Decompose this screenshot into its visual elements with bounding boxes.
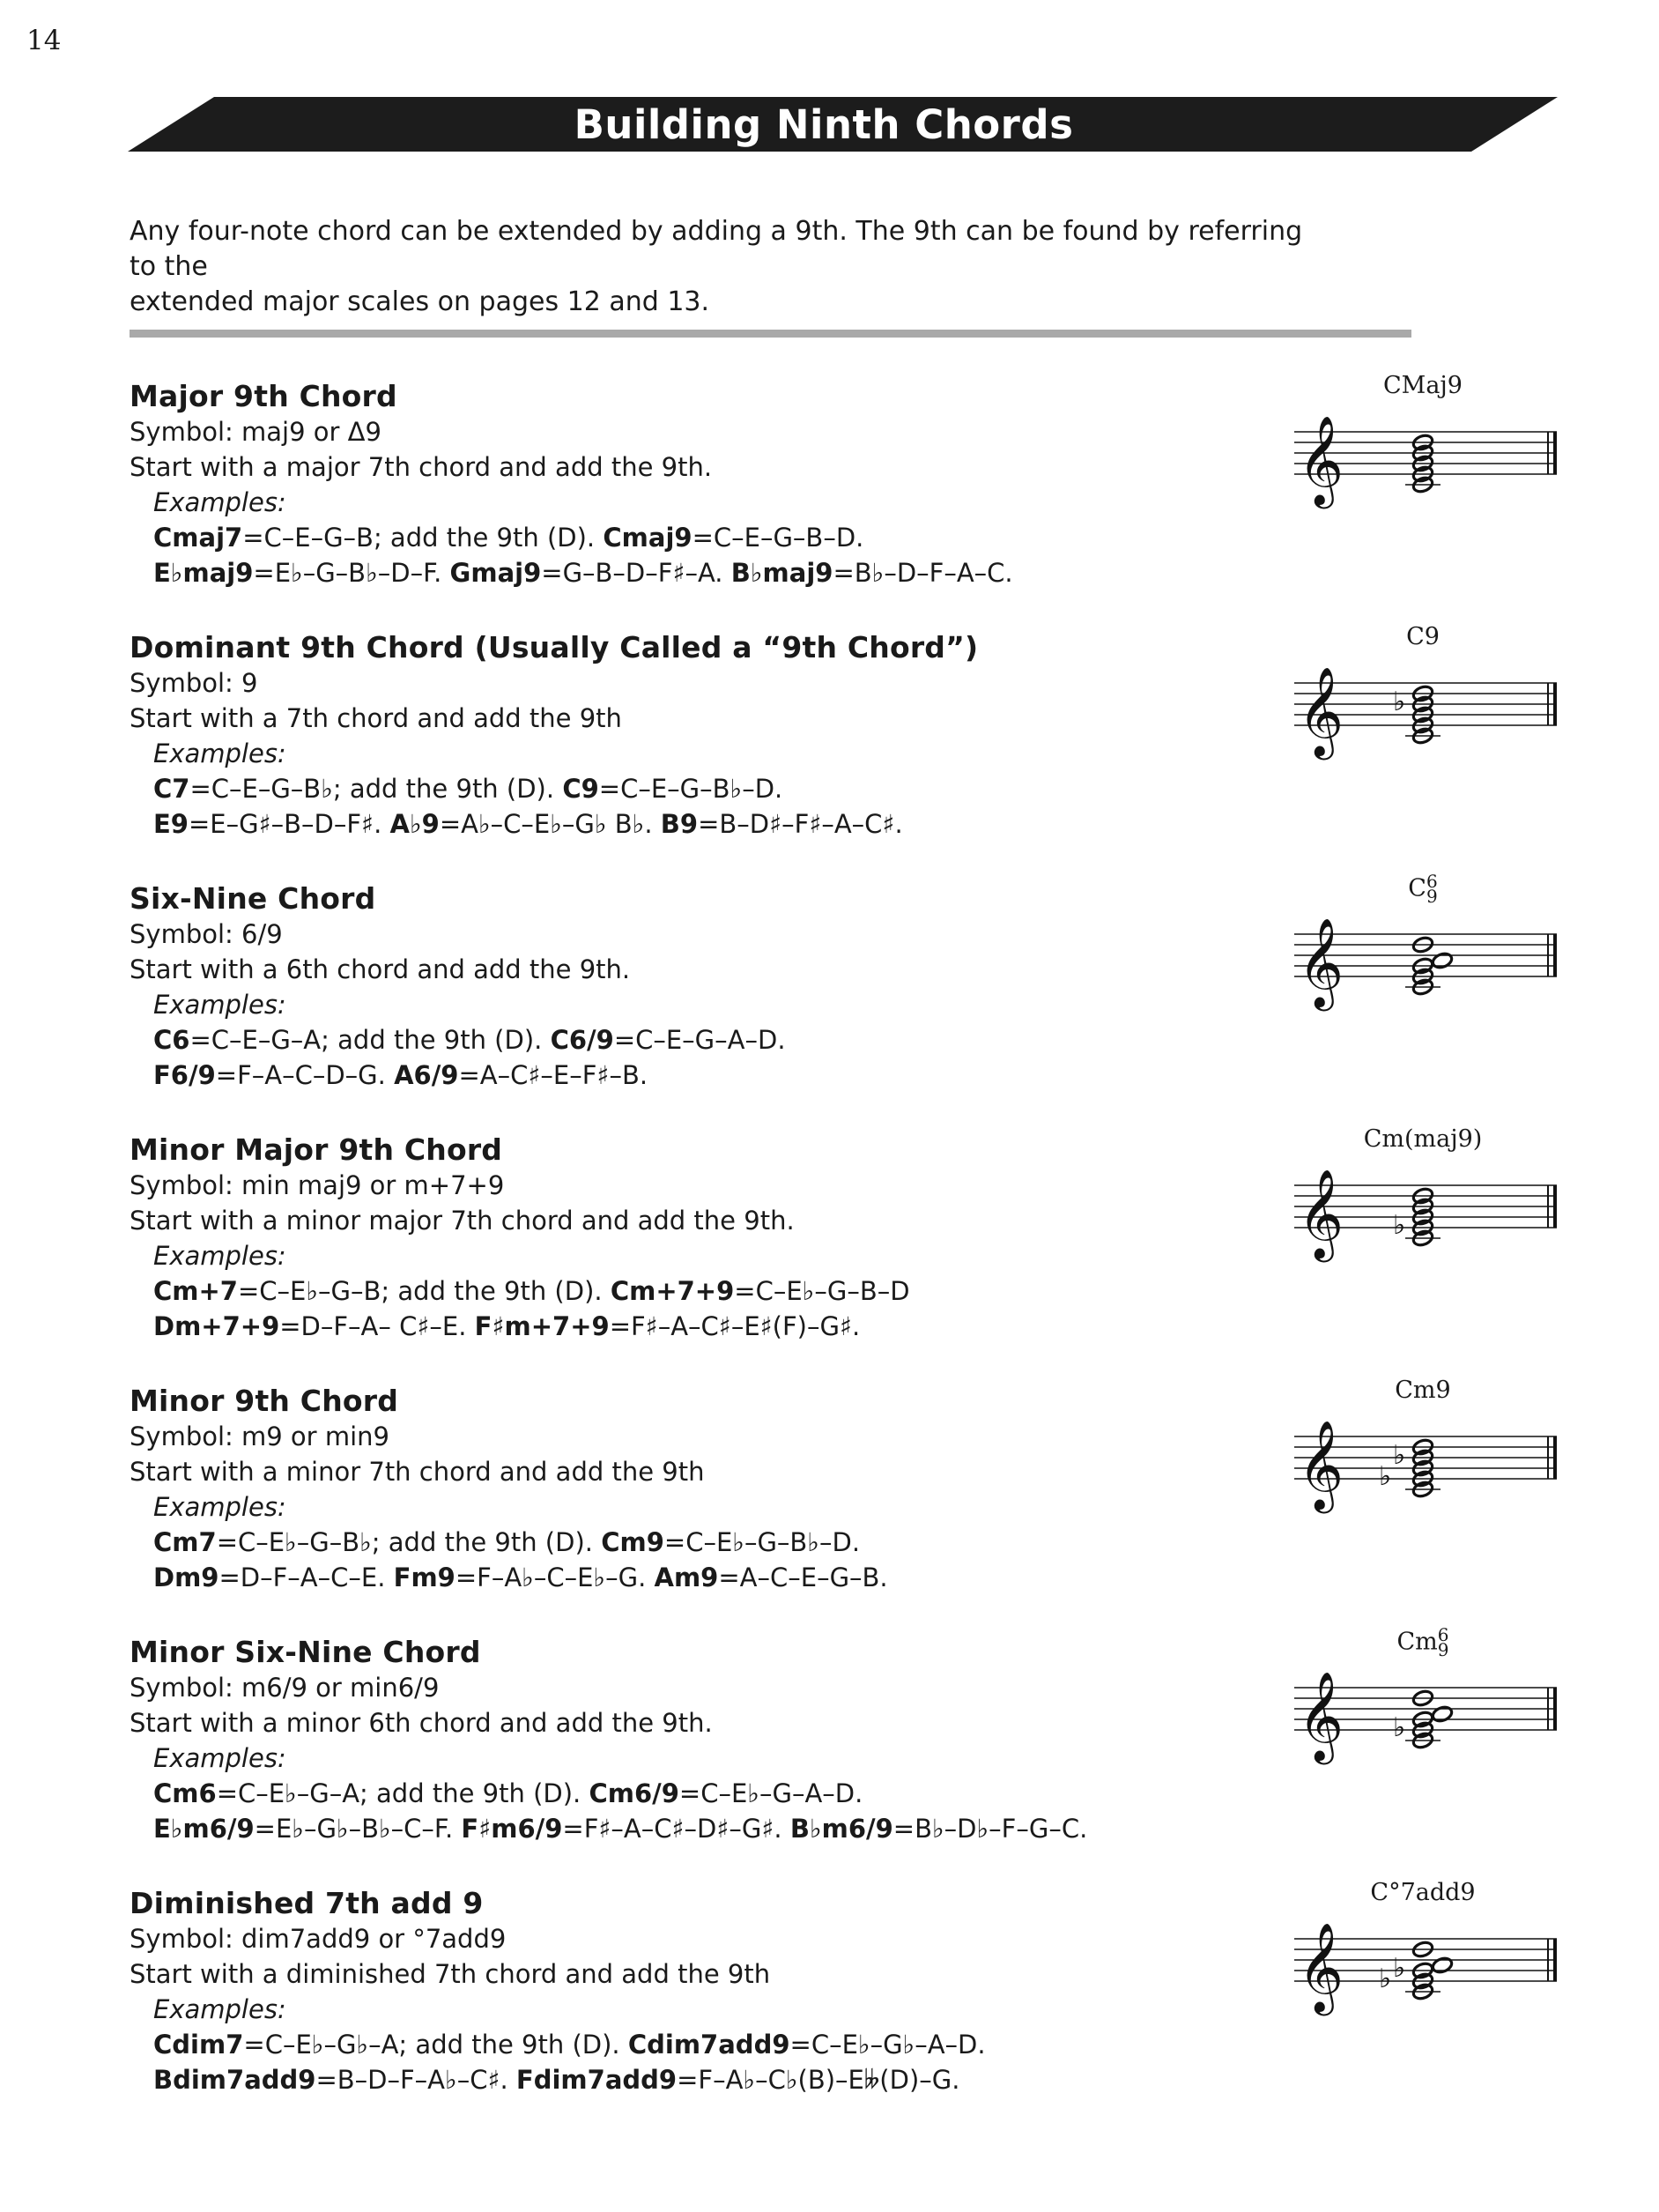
staff-notation: [1282, 1921, 1564, 2018]
chord-section: [130, 1886, 1275, 2097]
chord-symbol: Symbol: dim7add9 or °7add9: [130, 1924, 507, 1954]
chord-spelling: =A♭–C–E♭–G♭ B♭.: [439, 809, 661, 839]
chord-spelling: =C–E♭–G♭–A; add the 9th (D).: [243, 2030, 628, 2060]
example-line: [130, 1022, 1275, 1058]
chord-spelling: =F–A♭–C♭(B)–E𝄫(D)–G.: [677, 2065, 960, 2095]
chord-symbol-label: [1282, 871, 1564, 907]
chord-staff: [1282, 372, 1564, 522]
examples-label: Examples:: [153, 1994, 286, 2024]
chord-name: E♭maj9: [153, 558, 254, 588]
chord-name: Bdim7add9: [153, 2065, 316, 2095]
chord-label-text: CMaj9: [1383, 372, 1463, 399]
staff-notation: [1282, 1419, 1564, 1516]
staff-notation: [1282, 1670, 1564, 1767]
chord-section: [130, 630, 1275, 842]
intro-paragraph: [130, 214, 1319, 320]
chord-heading: Minor Six-Nine Chord: [130, 1635, 481, 1669]
page-title: Building Ninth Chords: [574, 100, 1074, 148]
chord-spelling: =C–E♭–G–B♭; add the 9th (D).: [216, 1527, 602, 1557]
staff-notation: [1282, 665, 1564, 762]
chord-name: Fdim7add9: [515, 2065, 678, 2095]
chord-heading: Major 9th Chord: [130, 379, 397, 413]
examples-label: Examples:: [153, 990, 286, 1020]
chord-name: Cmaj7: [153, 523, 243, 553]
chord-name: Cm+7+9: [610, 1276, 735, 1306]
chord-name: Dm+7+9: [153, 1311, 280, 1341]
chord-symbol-label: [1282, 1377, 1564, 1404]
chord-heading: Six-Nine Chord: [130, 881, 376, 916]
chord-name: A6/9: [394, 1060, 459, 1090]
chord-name: C6/9: [550, 1025, 614, 1055]
chord-instruction: Start with a minor 6th chord and add the 9th.: [130, 1708, 713, 1738]
chord-staff: [1282, 1377, 1564, 1526]
example-line: [130, 555, 1275, 590]
chord-name: Gmaj9: [449, 558, 542, 588]
chord-section: [130, 379, 1275, 590]
chord-staff: [1282, 871, 1564, 1024]
flat-sign-icon: ♭: [1379, 1461, 1392, 1492]
chord-name: E♭m6/9: [153, 1814, 255, 1844]
chord-symbol: Symbol: 6/9: [130, 919, 283, 949]
example-line: [130, 771, 1275, 806]
chord-label-subscript: 9: [1426, 886, 1438, 907]
chord-label-superscript: 6: [1437, 1624, 1449, 1645]
chord-instruction: Start with a diminished 7th chord and add the 9th: [130, 1959, 771, 1989]
chord-spelling: =C–E–G–B♭; add the 9th (D).: [189, 774, 563, 804]
examples-label: Examples:: [153, 487, 286, 517]
chord-name: Cdim7add9: [627, 2030, 790, 2060]
chord-name: Dm9: [153, 1563, 219, 1592]
chord-symbol-label: [1282, 1624, 1564, 1660]
chord-label-subscript: 9: [1437, 1639, 1449, 1660]
chord-symbol-label: [1282, 372, 1564, 399]
chord-section: [130, 881, 1275, 1093]
example-line: [130, 2062, 1275, 2097]
chord-spelling: =C–E♭–G–B; add the 9th (D).: [237, 1276, 611, 1306]
chord-name: Am9: [654, 1563, 719, 1592]
chord-name: E9: [153, 809, 189, 839]
example-line: [130, 1058, 1275, 1093]
chord-spelling: =C–E–G–B; add the 9th (D).: [242, 523, 604, 553]
example-line: [130, 1811, 1275, 1846]
chord-heading: Diminished 7th add 9: [130, 1886, 484, 1920]
chord-name: Fm9: [393, 1563, 455, 1592]
chord-label-text: C: [1408, 874, 1426, 902]
chord-name: Cm9: [601, 1527, 664, 1557]
chord-symbol: Symbol: m6/9 or min6/9: [130, 1673, 440, 1703]
chord-symbol: Symbol: m9 or min9: [130, 1421, 389, 1451]
treble-clef-icon: 𝄞: [1298, 414, 1344, 505]
flat-sign-icon: ♭: [1393, 687, 1406, 717]
chord-instruction: Start with a 6th chord and add the 9th.: [130, 954, 631, 984]
chord-name: B♭m6/9: [789, 1814, 893, 1844]
chord-spelling: =C–E♭–G♭–A–D.: [789, 2030, 986, 2060]
chord-name: A♭9: [389, 809, 440, 839]
chord-heading: Minor Major 9th Chord: [130, 1132, 503, 1167]
chord-symbol-label: [1282, 1125, 1564, 1153]
staff-notation: [1282, 1168, 1564, 1265]
chord-name: F6/9: [153, 1060, 216, 1090]
chord-name: C7: [153, 774, 190, 804]
chord-name: B♭maj9: [730, 558, 833, 588]
treble-clef-icon: 𝄞: [1298, 1670, 1344, 1761]
title-banner: [128, 97, 1558, 152]
chord-symbol: Symbol: 9: [130, 668, 258, 698]
chord-staff: [1282, 1879, 1564, 2029]
chord-spelling: =F–A–C–D–G.: [215, 1060, 395, 1090]
chord-spelling: =C–E♭–G–A–D.: [678, 1778, 863, 1808]
example-line: [130, 1273, 1275, 1309]
example-line: [130, 1560, 1275, 1595]
chord-spelling: =F♯–A–C♯–E♯(F)–G♯.: [609, 1311, 861, 1341]
staff-notation: [1282, 917, 1564, 1013]
chord-spelling: =E♭–G♭–B♭–C–F.: [254, 1814, 462, 1844]
flat-sign-icon: ♭: [1379, 1963, 1392, 1994]
chord-spelling: =D–F–A– C♯–E.: [279, 1311, 475, 1341]
chord-name: Cmaj9: [603, 523, 692, 553]
chord-spelling: =E♭–G–B♭–D–F.: [253, 558, 450, 588]
examples-label: Examples:: [153, 1241, 286, 1271]
chord-label-text: Cm9: [1395, 1377, 1451, 1404]
whole-note: [1431, 1704, 1454, 1723]
chord-label-text: C°7add9: [1370, 1879, 1476, 1906]
chord-section: [130, 1132, 1275, 1344]
chord-name: C9: [562, 774, 599, 804]
treble-clef-icon: 𝄞: [1298, 1168, 1344, 1258]
flat-sign-icon: ♭: [1393, 1953, 1406, 1984]
treble-clef-icon: 𝄞: [1298, 1921, 1344, 2012]
intro-line-2: extended major scales on pages 12 and 13.: [130, 286, 710, 317]
flat-sign-icon: ♭: [1393, 1210, 1406, 1241]
chord-instruction: Start with a major 7th chord and add the 9th.: [130, 452, 713, 482]
chord-label-text: Cm(maj9): [1363, 1125, 1483, 1153]
flat-sign-icon: ♭: [1393, 1440, 1406, 1471]
chord-name: C6: [153, 1025, 190, 1055]
chord-name: Cm+7: [153, 1276, 238, 1306]
chord-name: Cdim7: [153, 2030, 244, 2060]
examples-label: Examples:: [153, 1492, 286, 1522]
page-number: 14: [26, 25, 62, 56]
chord-instruction: Start with a minor major 7th chord and add the 9th.: [130, 1206, 795, 1236]
chord-spelling: =C–E–G–A; add the 9th (D).: [189, 1025, 551, 1055]
chord-staff: [1282, 1125, 1564, 1275]
chord-spelling: =A–C♯–E–F♯–B.: [458, 1060, 648, 1090]
chord-spelling: =C–E♭–G–B♭–D.: [663, 1527, 861, 1557]
chord-instruction: Start with a minor 7th chord and add the 9th: [130, 1457, 705, 1487]
flat-sign-icon: ♭: [1393, 1712, 1406, 1743]
chord-spelling: =C–E–G–B♭–D.: [598, 774, 783, 804]
intro-line-1: Any four-note chord can be extended by adding a 9th. The 9th can be found by referring to the: [130, 216, 1303, 282]
chord-spelling: =C–E–G–B–D.: [692, 523, 864, 553]
examples-label: Examples:: [153, 739, 286, 768]
chord-section: [130, 1635, 1275, 1846]
section-divider: [130, 330, 1411, 338]
chord-spelling: =B♭–D–F–A–C.: [833, 558, 1013, 588]
chord-name: Cm6: [153, 1778, 217, 1808]
treble-clef-icon: 𝄞: [1298, 917, 1344, 1007]
chord-section: [130, 1384, 1275, 1595]
chord-staff: [1282, 623, 1564, 773]
whole-note: [1431, 951, 1454, 969]
chord-symbol: Symbol: min maj9 or m+7+9: [130, 1170, 505, 1200]
treble-clef-icon: 𝄞: [1298, 665, 1344, 756]
example-line: [130, 520, 1275, 555]
chord-spelling: =C–E–G–A–D.: [613, 1025, 786, 1055]
chord-instruction: Start with a 7th chord and add the 9th: [130, 703, 622, 733]
chord-name: F♯m+7+9: [474, 1311, 610, 1341]
chord-symbol: Symbol: maj9 or Δ9: [130, 417, 381, 447]
chord-label-text: Cm: [1396, 1628, 1438, 1656]
example-line: [130, 1309, 1275, 1344]
chord-heading: Minor 9th Chord: [130, 1384, 399, 1418]
chord-spelling: =C–E♭–G–A; add the 9th (D).: [216, 1778, 589, 1808]
chord-label-text: C9: [1406, 623, 1440, 650]
example-line: [130, 806, 1275, 842]
chord-spelling: =F–A♭–C–E♭–G.: [455, 1563, 655, 1592]
chord-spelling: =B♭–D♭–F–G–C.: [892, 1814, 1088, 1844]
chord-spelling: =B–D–F–A♭–C♯.: [315, 2065, 516, 2095]
example-line: [130, 1525, 1275, 1560]
staff-notation: [1282, 414, 1564, 511]
chord-label-superscript: 6: [1426, 871, 1438, 892]
chord-spelling: =A–C–E–G–B.: [718, 1563, 888, 1592]
chord-symbol-label: [1282, 623, 1564, 650]
chord-spelling: =D–F–A–C–E.: [218, 1563, 394, 1592]
chord-name: Cm6/9: [589, 1778, 679, 1808]
chord-spelling: =E–G♯–B–D–F♯.: [189, 809, 390, 839]
whole-note: [1431, 1956, 1454, 1974]
chord-heading: Dominant 9th Chord (Usually Called a “9th Chord”): [130, 630, 979, 664]
treble-clef-icon: 𝄞: [1298, 1419, 1344, 1510]
example-line: [130, 2027, 1275, 2062]
example-line: [130, 1776, 1275, 1811]
examples-label: Examples:: [153, 1743, 286, 1773]
chord-staff: [1282, 1624, 1564, 1778]
chord-name: B9: [660, 809, 699, 839]
chord-spelling: =G–B–D–F♯–A.: [541, 558, 731, 588]
chord-name: Cm7: [153, 1527, 217, 1557]
chord-name: F♯m6/9: [461, 1814, 563, 1844]
chord-spelling: =B–D♯–F♯–A–C♯.: [698, 809, 903, 839]
chord-symbol-label: [1282, 1879, 1564, 1906]
chord-spelling: =F♯–A–C♯–D♯–G♯.: [562, 1814, 790, 1844]
chord-spelling: =C–E♭–G–B–D: [734, 1276, 910, 1306]
